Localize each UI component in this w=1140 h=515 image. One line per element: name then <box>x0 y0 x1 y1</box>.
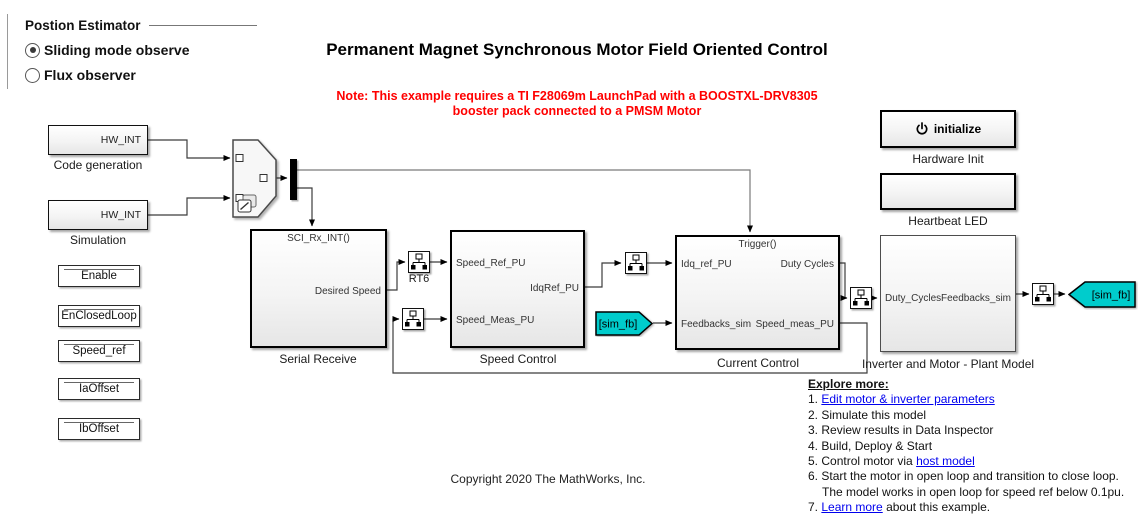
radio-label-sliding-mode: Sliding mode observe <box>44 42 190 58</box>
port-speed-ref-pu: Speed_Ref_PU <box>456 258 526 269</box>
port-hw-int-2: HW_INT <box>100 209 141 221</box>
block-inverter-motor[interactable] <box>880 235 1016 352</box>
position-estimator-title-text: Postion Estimator <box>25 18 141 33</box>
label-rt6: RT6 <box>408 273 430 285</box>
wire-dutycycles-to-rt <box>840 263 847 298</box>
explore-item-5 <box>808 454 1138 469</box>
label-simulation: Simulation <box>69 233 127 247</box>
item-num: 2. <box>808 407 819 422</box>
link-learn-more[interactable]: Learn more <box>821 500 883 515</box>
button-iboffset[interactable] <box>58 418 140 440</box>
label-code-generation: Code generation <box>53 158 143 172</box>
position-estimator-panel <box>7 14 257 89</box>
button-speed-ref-label: Speed_ref <box>72 345 126 357</box>
model-title: Permanent Magnet Synchronous Motor Field Oriented Control <box>326 40 828 59</box>
button-iaoffset-label: IaOffset <box>78 383 120 395</box>
goto-tag-sim-fb[interactable] <box>1068 281 1138 310</box>
radio-selected-icon[interactable] <box>25 43 40 58</box>
label-speed-control: Speed Control <box>479 352 557 366</box>
hardware-init-text: initialize <box>933 122 982 136</box>
wire-demux-to-serial <box>297 188 312 226</box>
block-simulation[interactable] <box>48 200 148 230</box>
item-num: 5. <box>808 454 819 469</box>
radio-unselected-icon[interactable] <box>25 68 40 83</box>
demux-block[interactable] <box>290 159 297 200</box>
button-speed-ref[interactable] <box>58 340 140 362</box>
button-enable[interactable] <box>58 265 140 287</box>
port-sci-rx-int: SCI_Rx_INT() <box>287 233 350 244</box>
wire-simulation-to-variant <box>148 198 230 215</box>
label-serial-receive: Serial Receive <box>279 352 357 366</box>
rate-transition-icon <box>403 309 422 328</box>
power-icon <box>915 122 929 136</box>
rate-transition-icon <box>626 253 645 272</box>
rate-transition-duty[interactable] <box>850 287 872 309</box>
item-text: Build, Deploy & Start <box>821 438 933 453</box>
port-feedbacks-sim-out: Feedbacks_sim <box>940 293 1011 304</box>
rate-transition-icon <box>1033 284 1052 303</box>
item-num: 3. <box>808 423 819 438</box>
variant-outport <box>260 175 267 182</box>
rate-transition-rt6[interactable] <box>408 251 430 273</box>
port-speed-meas-pu-out: Speed_meas_PU <box>755 319 834 330</box>
explore-title: Explore more: <box>808 377 889 391</box>
item-text: Control motor via <box>821 454 917 469</box>
wire-demux-to-trigger <box>297 170 750 232</box>
block-hardware-init[interactable] <box>880 110 1016 148</box>
explore-item-3 <box>808 423 1138 438</box>
note-line-1: Note: This example requires a TI F28069m LaunchPad with a BOOSTXL-DRV8305 <box>336 89 818 103</box>
item-num: 6. <box>808 469 819 484</box>
radio-label-flux-observer: Flux observer <box>44 67 136 83</box>
explore-item-7 <box>808 500 1138 515</box>
explore-item-4 <box>808 439 1138 454</box>
port-duty-cycles-out: Duty Cycles <box>780 259 834 270</box>
explore-item-6 <box>808 469 1138 484</box>
block-code-generation[interactable] <box>48 125 148 155</box>
port-desired-speed: Desired Speed <box>314 286 381 297</box>
goto-tag-label: [sim_fb] <box>1091 289 1131 302</box>
block-speed-control[interactable] <box>450 230 585 348</box>
from-tag-sim-fb[interactable] <box>595 311 655 337</box>
explore-item-1 <box>808 392 1138 407</box>
link-host-model[interactable]: host model <box>916 454 975 469</box>
label-heartbeat-led: Heartbeat LED <box>908 214 988 228</box>
item-text: Simulate this model <box>821 407 927 422</box>
explore-item-6-line2: The model works in open loop for speed ref below 0.1pu. <box>822 484 1125 499</box>
copyright-text: Copyright 2020 The MathWorks, Inc. <box>450 472 646 486</box>
radio-sliding-mode-observer[interactable] <box>25 42 257 58</box>
from-tag-label: [sim_fb] <box>598 318 638 331</box>
button-enclosedloop[interactable] <box>58 305 140 327</box>
rate-transition-speedmeas[interactable] <box>402 308 424 330</box>
port-idqref-pu: IdqRef_PU <box>530 283 579 294</box>
item-text: about this example. <box>882 500 991 515</box>
block-current-control[interactable] <box>675 235 840 350</box>
label-hardware-init: Hardware Init <box>912 152 984 166</box>
rate-transition-icon <box>409 252 428 271</box>
button-enclosedloop-label: EnClosedLoop <box>61 310 137 322</box>
model-note <box>257 89 897 119</box>
item-text: Review results in Data Inspector <box>821 423 994 438</box>
item-num: 4. <box>808 438 819 453</box>
block-heartbeat-led[interactable] <box>880 173 1016 210</box>
label-inverter-motor: Inverter and Motor - Plant Model <box>861 357 1035 371</box>
port-feedbacks-sim-in: Feedbacks_sim <box>681 319 752 330</box>
port-duty-cycles-in: Duty_Cycles <box>885 293 942 304</box>
item-num: 1. <box>808 392 819 407</box>
button-enable-label: Enable <box>81 270 117 282</box>
panel-title-rule <box>149 25 257 26</box>
variant-inport-1 <box>236 155 243 162</box>
variant-source-block[interactable] <box>228 136 284 224</box>
wire-idqref-to-rt <box>585 263 621 287</box>
radio-flux-observer[interactable] <box>25 67 257 83</box>
block-serial-receive[interactable] <box>250 229 387 348</box>
button-iaoffset[interactable] <box>58 378 140 400</box>
port-hw-int-1: HW_INT <box>100 134 141 146</box>
rate-transition-idqref[interactable] <box>625 252 647 274</box>
port-speed-meas-pu: Speed_Meas_PU <box>456 315 535 326</box>
link-edit-parameters[interactable]: Edit motor & inverter parameters <box>821 392 995 407</box>
label-current-control: Current Control <box>716 356 800 370</box>
explore-more-section <box>808 377 1138 515</box>
explore-item-2 <box>808 408 1138 423</box>
port-trigger: Trigger() <box>738 239 777 250</box>
item-text: Start the motor in open loop and transition to close loop. <box>821 469 1119 484</box>
position-estimator-title <box>25 18 257 33</box>
rate-transition-icon <box>851 288 870 307</box>
rate-transition-feedbacks[interactable] <box>1032 283 1054 305</box>
item-num: 7. <box>808 500 819 515</box>
wire-codegen-to-variant <box>148 140 230 158</box>
note-line-2: booster pack connected to a PMSM Motor <box>452 104 702 118</box>
port-idq-ref-pu: Idq_ref_PU <box>681 259 732 270</box>
button-iboffset-label: IbOffset <box>78 423 120 435</box>
